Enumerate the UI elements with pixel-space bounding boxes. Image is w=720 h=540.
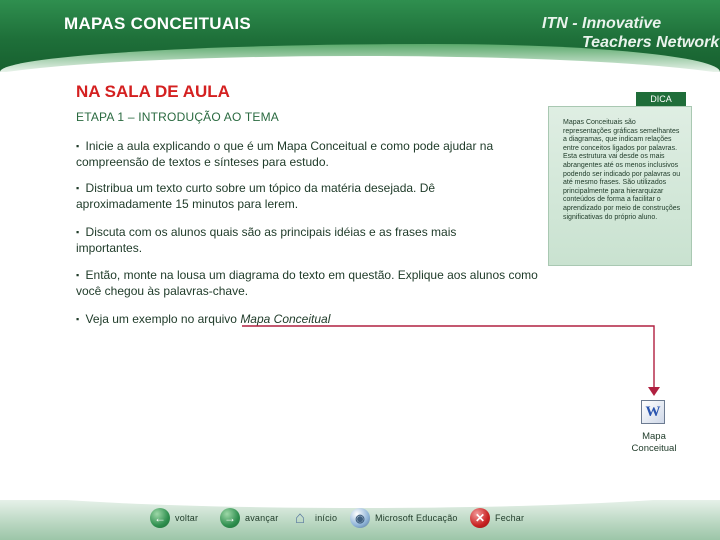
footer-arc <box>0 500 720 508</box>
bullet-marker: ▪ <box>76 183 80 193</box>
file-label[interactable] <box>622 431 686 455</box>
bullet-text: Inicie a aula explicando o que é um Mapa Conceitual e como pode ajudar na compreensão de textos e sínteses para estudo. <box>76 139 494 169</box>
nav-microsoft-education-label: Microsoft Educação <box>375 513 458 523</box>
file-label-line-2: Conceitual <box>631 443 677 454</box>
nav-home-label: início <box>315 513 338 523</box>
app-title: MAPAS CONCEITUAIS <box>64 14 252 33</box>
bullet-item-example <box>76 312 546 328</box>
arrow-left-icon: ← <box>150 508 170 528</box>
bullet-marker: ▪ <box>76 314 80 324</box>
nav-close-label: Fechar <box>495 513 525 523</box>
bullet-text: Distribua um texto curto sobre um tópico da matéria desejada. Dê aproximadamente 15 minutos para lerem. <box>76 181 436 211</box>
arrow-head <box>648 387 660 396</box>
brand-line-1: ITN - Innovative <box>542 15 662 32</box>
bullet-marker: ▪ <box>76 227 80 237</box>
bullet-item-3 <box>76 225 516 256</box>
bullet-text: Então, monte na lousa um diagrama do texto em questão. Explique aos alunos como você chegou às palavras-chave. <box>76 268 538 298</box>
globe-icon: ◉ <box>350 508 370 528</box>
nav-forward-button[interactable] <box>220 508 278 528</box>
bullet-marker: ▪ <box>76 141 80 151</box>
brand-logo <box>542 14 719 52</box>
nav-close-button[interactable] <box>470 508 524 528</box>
bullet-item-1 <box>76 139 516 170</box>
bullet-item-4 <box>76 268 546 299</box>
page-title: NA SALA DE AULA <box>76 82 230 101</box>
bullet-text: Discuta com os alunos quais são as principais idéias e as frases mais importantes. <box>76 225 457 255</box>
example-prefix: Veja um exemplo no arquivo <box>85 312 241 326</box>
arrow-right-icon: → <box>220 508 240 528</box>
header-banner <box>0 0 720 72</box>
nav-home-button[interactable] <box>290 508 337 528</box>
word-glyph: W <box>645 403 661 420</box>
house-icon: ⌂ <box>294 508 306 527</box>
nav-microsoft-education-button[interactable] <box>350 508 458 528</box>
tip-text: Mapas Conceituais são representações gráficas semelhantes a diagramas, que indicam relações entre conceitos ligados por palavras. Esta estrutura vai desde os mais abrangentes até os menos inclusivos podendo ser indicado por palavras ou até mesmo frases. São utilizados principalmente para hierarquizar conteúdos de forma a facilitar o aprendizado por meio de construções significativas do próprio aluno. <box>563 119 681 221</box>
file-label-line-1: Mapa <box>642 431 666 442</box>
connector-line <box>242 326 654 388</box>
word-document-icon[interactable] <box>641 400 665 424</box>
tip-label: DICA <box>636 92 686 106</box>
nav-back-button[interactable] <box>150 508 198 528</box>
tip-box <box>548 106 692 266</box>
brand-line-2: Teachers Network <box>582 34 720 51</box>
example-file-link[interactable]: Mapa Conceitual <box>240 312 331 326</box>
bullet-marker: ▪ <box>76 270 80 280</box>
nav-forward-label: avançar <box>245 513 279 523</box>
bullet-item-2 <box>76 181 516 212</box>
step-title: ETAPA 1 – INTRODUÇÃO AO TEMA <box>76 110 279 124</box>
close-icon: ✕ <box>470 508 490 528</box>
nav-back-label: voltar <box>175 513 199 523</box>
